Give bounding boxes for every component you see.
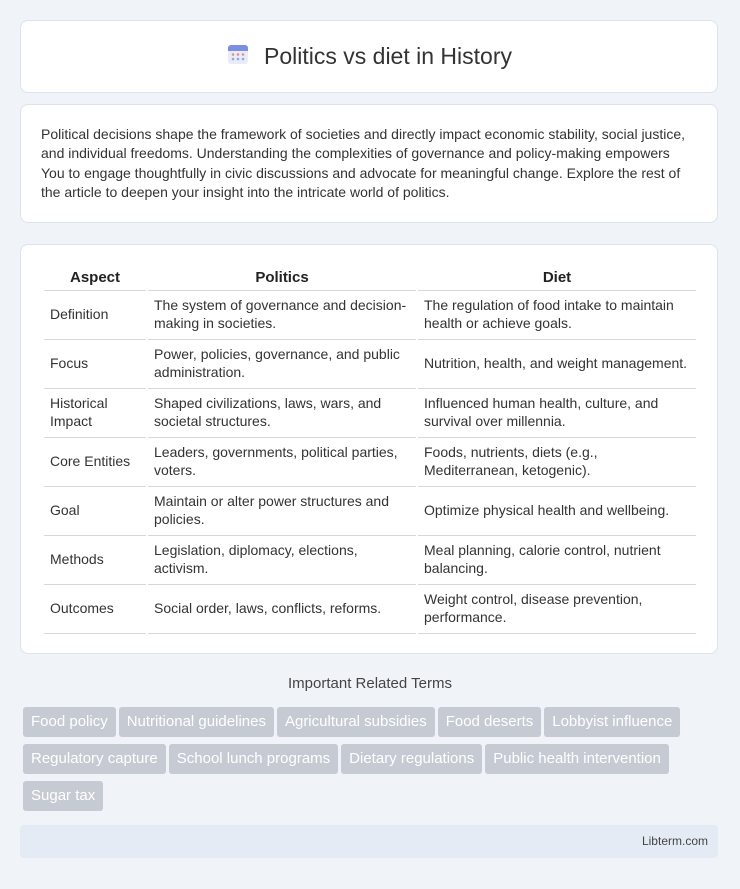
table-cell: Goal <box>44 487 146 536</box>
header-card <box>20 20 718 93</box>
column-header: Aspect <box>44 263 146 291</box>
related-term-tag[interactable]: Lobbyist influence <box>544 707 680 737</box>
related-term-tag[interactable]: Food policy <box>23 707 116 737</box>
related-term-tag[interactable]: School lunch programs <box>169 744 338 774</box>
table-cell: Nutrition, health, and weight management. <box>418 340 696 389</box>
table-row <box>44 389 696 438</box>
table-cell: Social order, laws, conflicts, reforms. <box>148 585 416 634</box>
calendar-icon <box>226 42 250 71</box>
related-terms-list <box>23 707 703 818</box>
column-header: Politics <box>148 263 416 291</box>
table-row <box>44 585 696 634</box>
table-cell: Foods, nutrients, diets (e.g., Mediterranean, ketogenic). <box>418 438 696 487</box>
table-cell: Optimize physical health and wellbeing. <box>418 487 696 536</box>
related-term-tag[interactable]: Regulatory capture <box>23 744 166 774</box>
related-term-tag[interactable]: Nutritional guidelines <box>119 707 274 737</box>
comparison-card <box>20 244 718 654</box>
table-row <box>44 438 696 487</box>
table-cell: Weight control, disease prevention, performance. <box>418 585 696 634</box>
table-cell: Shaped civilizations, laws, wars, and societal structures. <box>148 389 416 438</box>
related-term-tag[interactable]: Agricultural subsidies <box>277 707 435 737</box>
table-cell: Methods <box>44 536 146 585</box>
related-term-tag[interactable]: Public health intervention <box>485 744 669 774</box>
table-cell: Influenced human health, culture, and survival over millennia. <box>418 389 696 438</box>
table-cell: The regulation of food intake to maintain health or achieve goals. <box>418 291 696 340</box>
comparison-table <box>42 263 698 634</box>
table-cell: Meal planning, calorie control, nutrient balancing. <box>418 536 696 585</box>
table-cell: Legislation, diplomacy, elections, activism. <box>148 536 416 585</box>
footer-link[interactable]: Libterm.com <box>641 834 708 848</box>
intro-card <box>20 104 718 223</box>
table-cell: Leaders, governments, political parties, voters. <box>148 438 416 487</box>
column-header: Diet <box>418 263 696 291</box>
table-row <box>44 291 696 340</box>
table-cell: Power, policies, governance, and public administration. <box>148 340 416 389</box>
related-term-tag[interactable]: Dietary regulations <box>341 744 482 774</box>
table-cell: Historical Impact <box>44 389 146 438</box>
related-term-tag[interactable]: Sugar tax <box>23 781 103 811</box>
table-cell: The system of governance and decision-making in societies. <box>148 291 416 340</box>
table-row <box>44 536 696 585</box>
related-term-tag[interactable]: Food deserts <box>438 707 542 737</box>
related-terms-title: Important Related Terms <box>288 675 452 692</box>
table-cell: Definition <box>44 291 146 340</box>
table-row <box>44 487 696 536</box>
table-row <box>44 340 696 389</box>
table-header-row <box>44 263 696 291</box>
intro-text: Political decisions shape the framework of societies and directly impact economic stability, social justice, and individual freedoms. Understanding the complexities of governance and policy-making empowers You to engage thoughtfully in civic discussions and advocate for meaningful change. Explore the rest of the article to deepen your insight into the intricate world of politics. <box>41 126 686 200</box>
footer <box>20 825 718 858</box>
table-cell: Outcomes <box>44 585 146 634</box>
page-title: Politics vs diet in History <box>264 43 512 69</box>
table-cell: Focus <box>44 340 146 389</box>
table-cell: Maintain or alter power structures and policies. <box>148 487 416 536</box>
table-cell: Core Entities <box>44 438 146 487</box>
